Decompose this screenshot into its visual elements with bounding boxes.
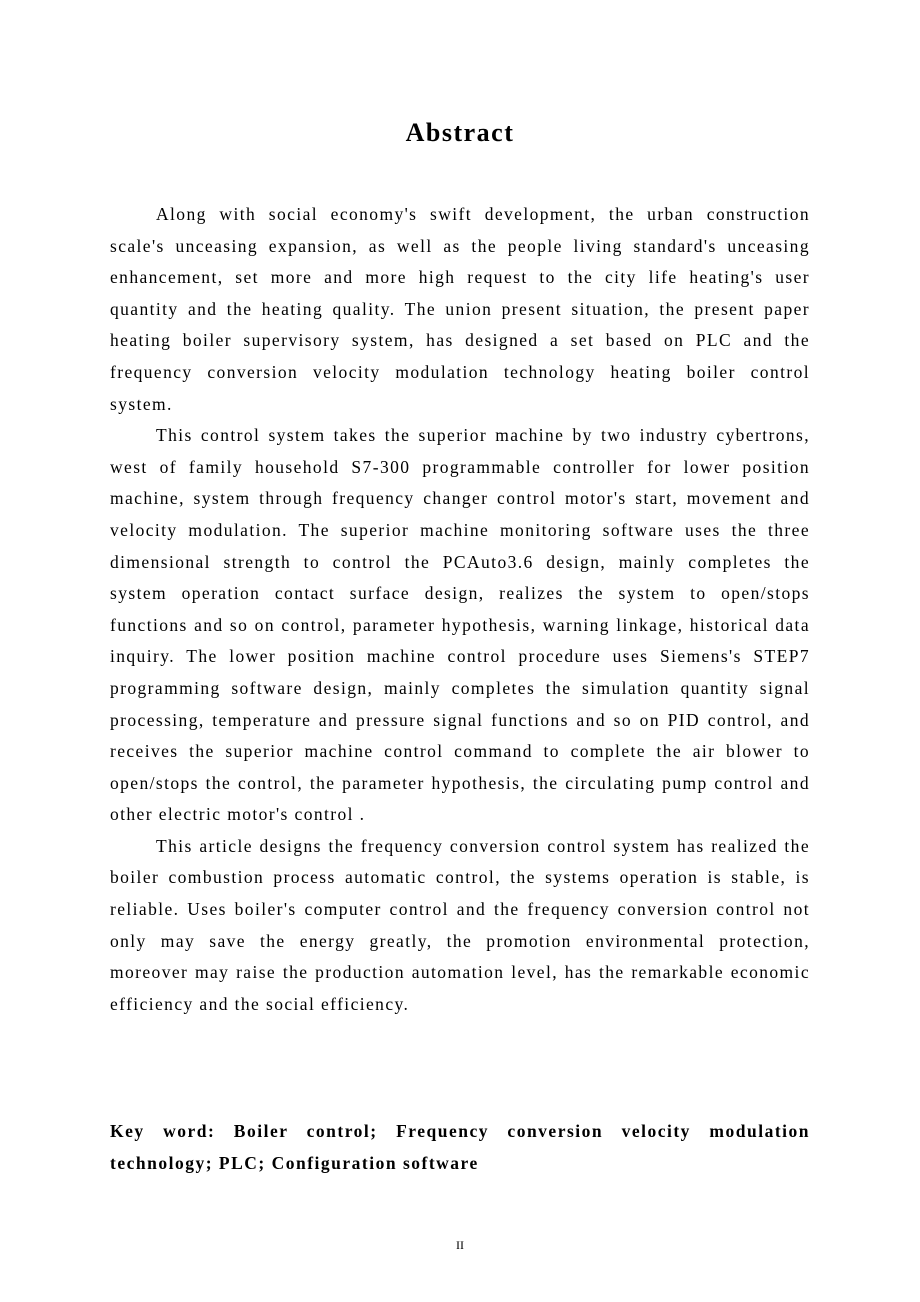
abstract-body	[110, 199, 810, 1020]
abstract-title: Abstract	[405, 118, 515, 147]
keywords: Key word: Boiler control; Frequency conversion velocity modulation technology; PLC; Configuration software	[110, 1121, 810, 1173]
abstract-paragraph-3: This article designs the frequency conversion control system has realized the boiler combustion process automatic control, the systems operation is stable, is reliable. Uses boiler's computer control and the frequency conversion control not only may save the energy greatly, the promotion environmental protection, moreover may raise the production automation level, has the remarkable economic efficiency and the social efficiency.	[110, 835, 810, 1014]
abstract-paragraph-1: Along with social economy's swift development, the urban construction scale's unceasing expansion, as well as the people living standard's unceasing enhancement, set more and more high request to the city life heating's user quantity and the heating quality. The union present situation, the present paper heating boiler supervisory system, has designed a set based on PLC and the frequency conversion velocity modulation technology heating boiler control system.	[110, 204, 810, 414]
page-number: II	[456, 1238, 464, 1252]
abstract-paragraph-2: This control system takes the superior machine by two industry cybertrons, west of family household S7-300 programmable controller for lower position machine, system through frequency changer control motor's start, movement and velocity modulation. The superior machine monitoring software uses the three dimensional strength to control the PCAuto3.6 design, mainly completes the system operation contact surface design, realizes the system to open/stops functions and so on control, parameter hypothesis, warning linkage, historical data inquiry. The lower position machine control procedure uses Siemens's STEP7 programming software design, mainly completes the simulation quantity signal processing, temperature and pressure signal functions and so on PID control, and receives the superior machine control command to complete the air blower to open/stops the control, the parameter hypothesis, the circulating pump control and other electric motor's control .	[110, 425, 810, 825]
